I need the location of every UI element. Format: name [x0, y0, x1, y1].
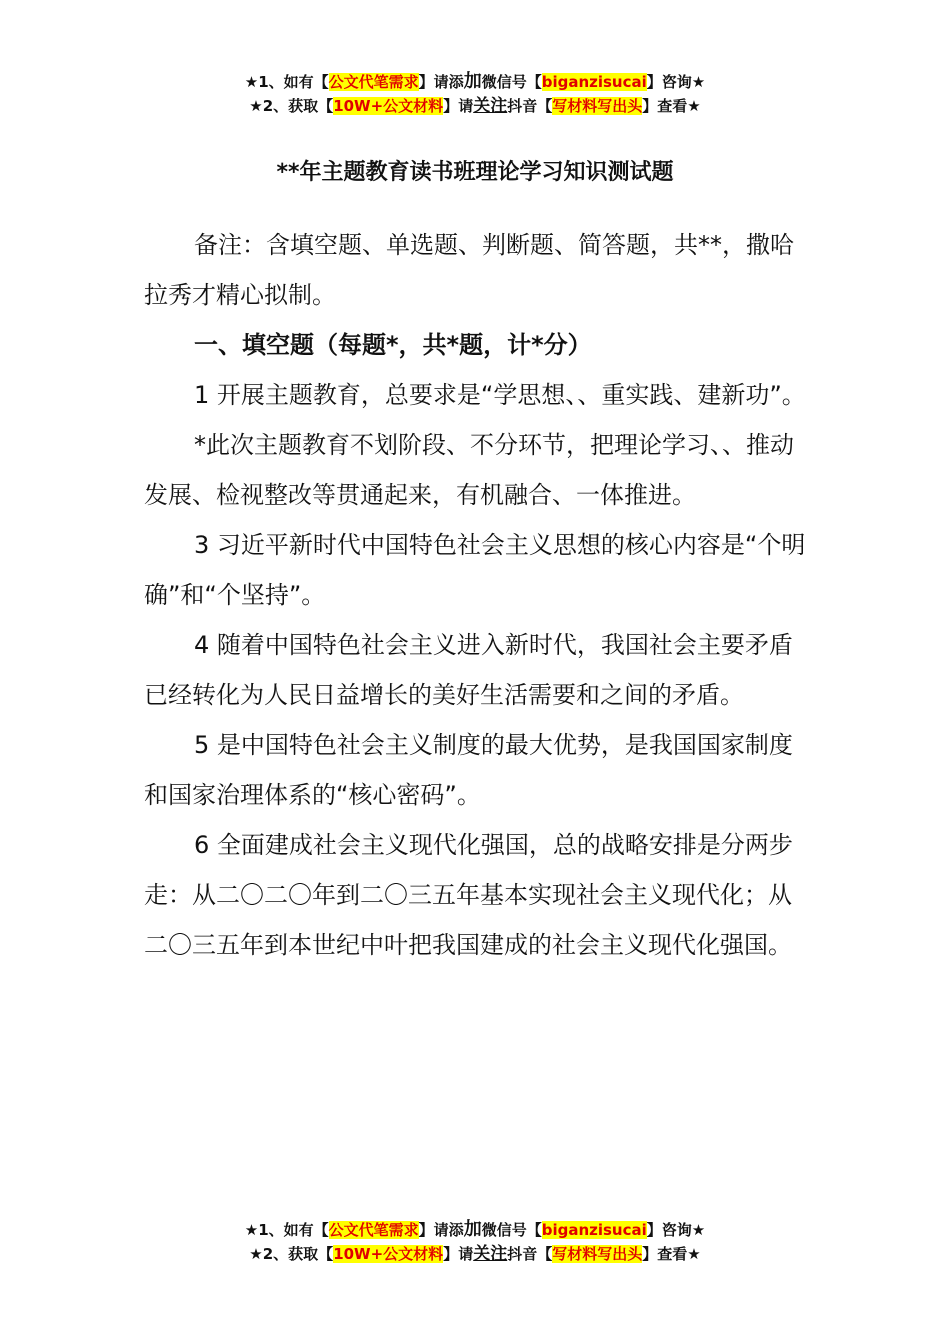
- note-paragraph: 备注：含填空题、单选题、判断题、简答题，共**，撒哈拉秀才精心拟制。: [144, 231, 794, 309]
- promo-highlight: 写材料写出头: [552, 97, 643, 115]
- promo-text: 抖音【: [507, 97, 553, 115]
- promo-text: ★1、如有【: [244, 73, 329, 91]
- promo-text: 】查看★: [642, 1245, 701, 1263]
- promo-highlight: biganzisucai: [541, 1221, 647, 1239]
- question-3: 3 习近平新时代中国特色社会主义思想的核心内容是“个明确”和“个坚持”。: [144, 531, 806, 609]
- promo-text: 关注: [473, 96, 508, 116]
- promo-text: ★1、如有【: [244, 1221, 329, 1239]
- promo-text: 】请: [443, 1245, 474, 1263]
- promo-text: 】请添: [418, 73, 464, 91]
- question-4: 4 随着中国特色社会主义进入新时代，我国社会主要矛盾已经转化为人民日益增长的美好生活需要和之间的矛盾。: [144, 631, 793, 709]
- promo-highlight: biganzisucai: [541, 73, 647, 91]
- promo-line-1: [0, 1218, 950, 1242]
- footer-promo-banner: [0, 1218, 950, 1266]
- document-body: [144, 220, 809, 970]
- promo-text: 加: [463, 1219, 482, 1240]
- question-2: *此次主题教育不划阶段、不分环节，把理论学习、、推动发展、检视整改等贯通起来，有机融合、一体推进。: [144, 431, 794, 509]
- promo-text: 】请: [443, 97, 474, 115]
- promo-highlight: 10W+公文材料: [333, 1245, 444, 1263]
- promo-highlight: 写材料写出头: [552, 1245, 643, 1263]
- promo-text: 关注: [473, 1244, 508, 1264]
- promo-text: 微信号【: [481, 73, 542, 91]
- question-5: 5 是中国特色社会主义制度的最大优势，是我国国家制度和国家治理体系的“核心密码”。: [144, 731, 793, 809]
- promo-text: 】查看★: [642, 97, 701, 115]
- question-1: 1 开展主题教育，总要求是“学思想、、重实践、建新功”。: [194, 381, 806, 409]
- promo-highlight: 公文代笔需求: [328, 73, 419, 91]
- document-title: **年主题教育读书班理论学习知识测试题: [276, 160, 674, 185]
- question-6: 6 全面建成社会主义现代化强国，总的战略安排是分两步走：从二〇二〇年到二〇三五年基本实现社会主义现代化；从二〇三五年到本世纪中叶把我国建成的社会主义现代化强国。: [144, 831, 793, 959]
- section-heading: 一、填空题（每题*，共*题，计*分）: [194, 331, 592, 359]
- promo-text: 加: [463, 71, 482, 92]
- promo-text: 】咨询★: [646, 73, 706, 91]
- promo-text: 】请添: [418, 1221, 464, 1239]
- promo-line-2: [0, 1242, 950, 1266]
- promo-text: 微信号【: [481, 1221, 542, 1239]
- header-promo-banner: [0, 70, 950, 118]
- promo-highlight: 公文代笔需求: [328, 1221, 419, 1239]
- promo-line-1: [0, 70, 950, 94]
- promo-text: ★2、获取【: [249, 1245, 334, 1263]
- promo-text: ★2、获取【: [249, 97, 334, 115]
- promo-line-2: [0, 94, 950, 118]
- promo-text: 抖音【: [507, 1245, 553, 1263]
- promo-highlight: 10W+公文材料: [333, 97, 444, 115]
- promo-text: 】咨询★: [646, 1221, 706, 1239]
